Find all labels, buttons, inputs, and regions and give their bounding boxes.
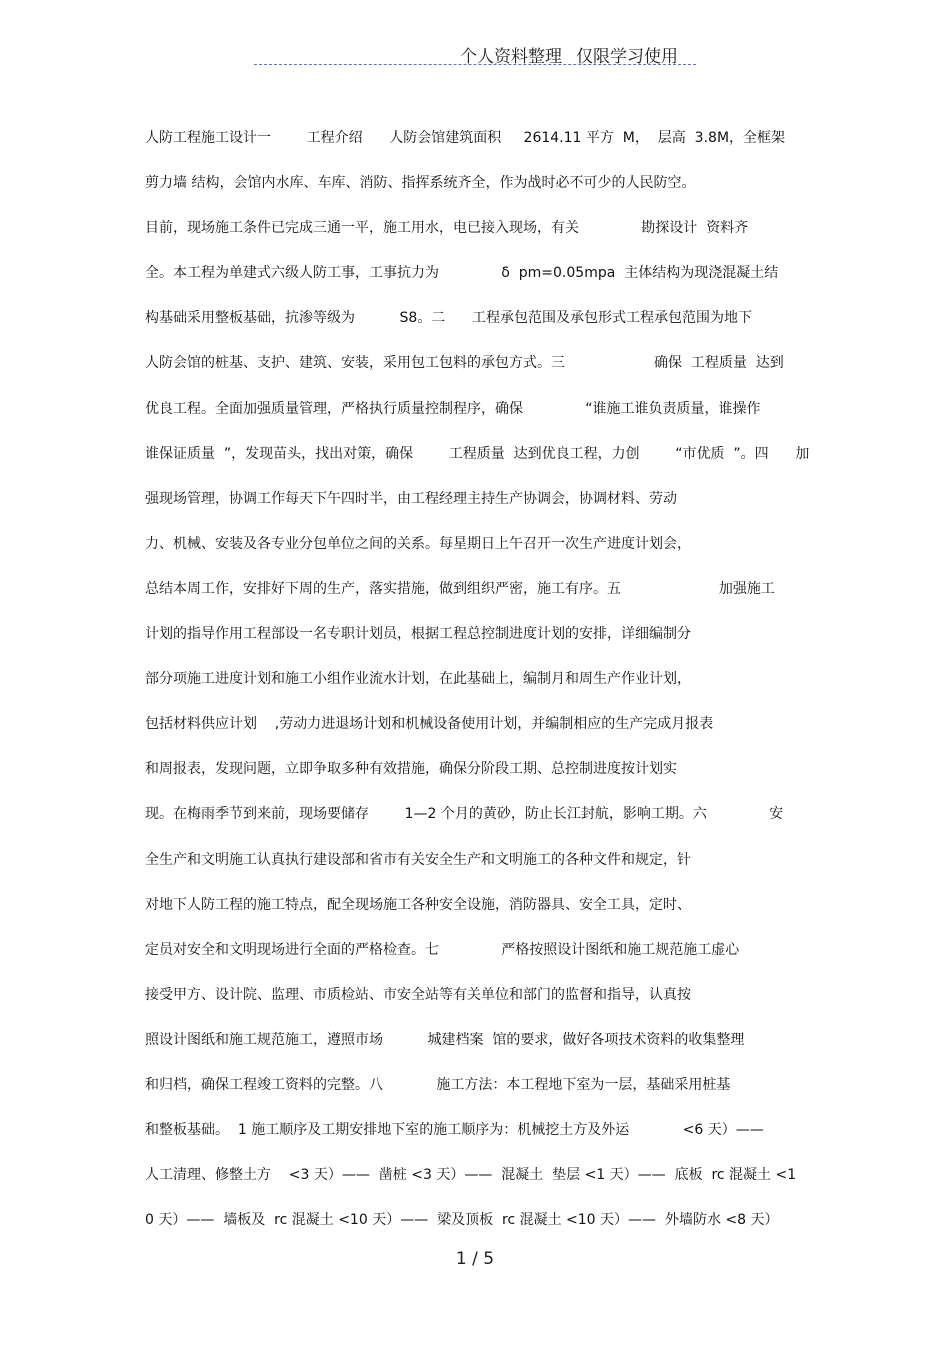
page-number: 1 / 5 bbox=[455, 1249, 495, 1269]
body-line: 目前，现场施工条件已完成三通一平，施工用水，电已接入现场，有关 勘探设计 资料齐 bbox=[145, 220, 749, 237]
body-line: 构基础采用整板基础，抗渗等级为 S8。二 工程承包范围及承包形式工程承包范围为地下 bbox=[145, 310, 752, 327]
body-line: 定员对安全和文明现场进行全面的严格检查。七 严格按照设计图纸和施工规范施工虚心 bbox=[145, 941, 740, 958]
body-line: 全生产和文明施工认真执行建设部和省市有关安全生产和文明施工的各种文件和规定，针 bbox=[145, 851, 691, 868]
body-line: 总结本周工作，安排好下周的生产，落实措施，做到组织严密，施工有序。五 加强施工 bbox=[145, 580, 775, 597]
body-line: 剪力墙 结构，会馆内水库、车库、消防、指挥系统齐全，作为战时必不可少的人民防空。 bbox=[145, 175, 696, 192]
header-dashed-rule bbox=[254, 64, 696, 65]
document-body bbox=[145, 128, 825, 1255]
body-line: 0 天）—— 墙板及 rc 混凝土 <10 天）—— 梁及顶板 rc 混凝土 <10 天）—— 外墙防水 <8 天） bbox=[145, 1212, 779, 1229]
header-title-part2: 仅限学习使用 bbox=[576, 47, 678, 67]
body-line: 人防工程施工设计一 工程介绍 人防会馆建筑面积 2614.11 平方 M， 层高 3.8M，全框架 bbox=[145, 130, 786, 146]
body-line: 照设计图纸和施工规范施工，遵照市场 城建档案 馆的要求，做好各项技术资料的收集整理 bbox=[145, 1031, 745, 1048]
body-line: 和整板基础。 1 施工顺序及工期安排地下室的施工顺序为：机械挖土方及外运 <6 天）—— bbox=[145, 1122, 764, 1139]
body-line: 人工清理、修整土方 <3 天）—— 凿桩 <3 天）—— 混凝土 垫层 <1 天）—— 底板 rc 混凝土 <1 bbox=[145, 1167, 797, 1184]
body-line: 对地下人防工程的施工特点，配全现场施工各种安全设施，消防器具、安全工具，定时、 bbox=[145, 896, 691, 913]
header-title-part1: 个人资料整理 bbox=[460, 47, 562, 67]
body-line: 优良工程。全面加强质量管理，严格执行质量控制程序，确保 “谁施工谁负责质量，谁操作 bbox=[145, 400, 761, 417]
body-line: 力、机械、安装及各专业分包单位之间的关系。每星期日上午召开一次生产进度计划会， bbox=[145, 535, 691, 552]
body-line: 包括材料供应计划 ,劳动力进退场计划和机械设备使用计划，并编制相应的生产完成月报表 bbox=[145, 716, 714, 733]
body-line: 接受甲方、设计院、监理、市质检站、市安全站等有关单位和部门的监督和指导，认真按 bbox=[145, 986, 691, 1003]
body-line: 强现场管理，协调工作每天下午四时半，由工程经理主持生产协调会，协调材料、劳动 bbox=[145, 490, 677, 507]
body-line: 和周报表，发现问题，立即争取多种有效措施，确保分阶段工期、总控制进度按计划实 bbox=[145, 761, 677, 778]
body-line: 和归档，确保工程竣工资料的完整。八 施工方法：本工程地下室为一层，基础采用桩基 bbox=[145, 1076, 731, 1093]
body-line: 全。本工程为单建式六级人防工事，工事抗力为 δ pm=0.05mpa 主体结构为现浇混凝土结 bbox=[145, 265, 779, 282]
body-line: 人防会馆的桩基、支护、建筑、安装，采用包工包料的承包方式。三 确保 工程质量 达到 bbox=[145, 355, 784, 372]
body-line: 现。在梅雨季节到来前，现场要储存 1—2 个月的黄砂，防止长江封航，影响工期。六 安 bbox=[145, 806, 784, 823]
body-line: 谁保证质量 ”，发现苗头，找出对策，确保 工程质量 达到优良工程，力创 “市优质 ”。四 加 bbox=[145, 445, 810, 462]
body-line: 计划的指导作用工程部设一名专职计划员，根据工程总控制进度计划的安排，详细编制分 bbox=[145, 626, 691, 643]
body-line: 部分项施工进度计划和施工小组作业流水计划，在此基础上，编制月和周生产作业计划， bbox=[145, 671, 691, 688]
